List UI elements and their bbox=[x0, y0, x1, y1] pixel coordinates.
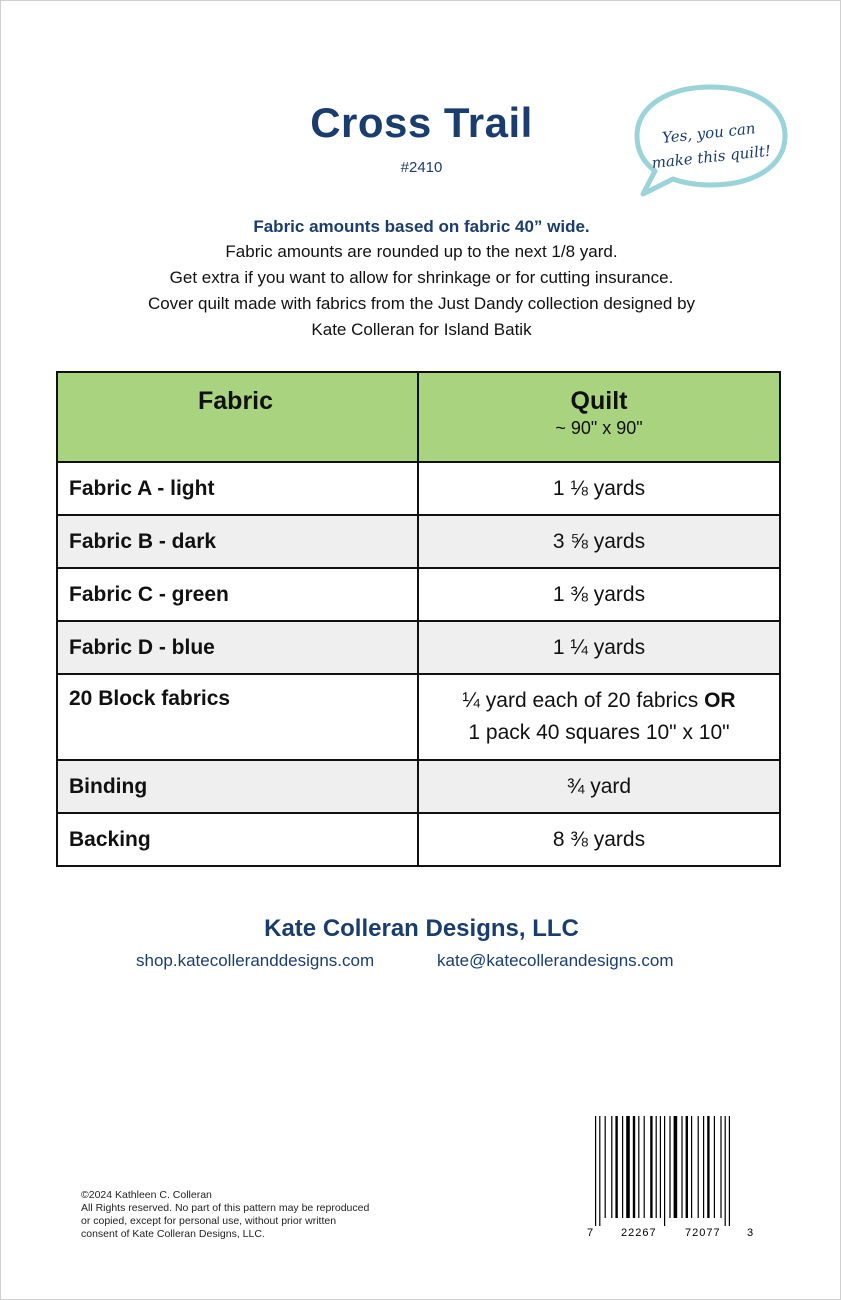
pattern-title: Cross Trail bbox=[310, 99, 533, 146]
fabric-amount: 1 ¼ yards bbox=[418, 621, 780, 674]
barcode-bar bbox=[611, 1116, 612, 1218]
info-line: Cover quilt made with fabrics from the Just Dandy collection designed by bbox=[147, 294, 696, 313]
barcode-bar bbox=[656, 1116, 657, 1218]
barcode-bar bbox=[644, 1116, 645, 1218]
barcode bbox=[581, 1114, 761, 1239]
barcode-bar bbox=[595, 1116, 596, 1226]
fabric-name: Backing bbox=[57, 813, 418, 866]
fabric-name: Fabric B - dark bbox=[57, 515, 418, 568]
barcode-digit-first: 7 bbox=[587, 1227, 594, 1239]
info-line: Get extra if you want to allow for shrinkage or for cutting insurance. bbox=[169, 268, 674, 287]
fabric-name: Binding bbox=[57, 760, 418, 813]
header-quilt bbox=[418, 372, 780, 462]
barcode-bar bbox=[660, 1116, 661, 1218]
fabric-name: Fabric A - light bbox=[57, 462, 418, 515]
fabric-name: Fabric D - blue bbox=[57, 621, 418, 674]
barcode-bar bbox=[720, 1116, 721, 1218]
table-row bbox=[57, 568, 780, 621]
fabric-requirements-table bbox=[56, 371, 781, 867]
barcode-bar bbox=[599, 1116, 600, 1226]
barcode-bar bbox=[725, 1116, 726, 1226]
barcode-digit-last: 3 bbox=[747, 1227, 754, 1239]
table-row bbox=[57, 813, 780, 866]
fabric-name: 20 Block fabrics bbox=[57, 674, 418, 760]
barcode-bar bbox=[650, 1116, 652, 1218]
fabric-amount: 1 ⅛ yards bbox=[418, 462, 780, 515]
barcode-bar bbox=[615, 1116, 617, 1218]
barcode-bar bbox=[638, 1116, 639, 1218]
table-header-row bbox=[57, 372, 780, 462]
fabric-amount: 1 ⅜ yards bbox=[418, 568, 780, 621]
table-row bbox=[57, 462, 780, 515]
copyright-notice bbox=[81, 1189, 461, 1241]
company-name: Kate Colleran Designs, LLC bbox=[264, 915, 579, 942]
barcode-group-1: 22267 bbox=[621, 1227, 657, 1239]
fabric-amount bbox=[418, 674, 780, 760]
barcode-group-2: 72077 bbox=[685, 1227, 721, 1239]
barcode-bar bbox=[633, 1116, 635, 1218]
barcode-bar bbox=[691, 1116, 692, 1218]
barcode-bar bbox=[605, 1116, 606, 1218]
barcode-bar bbox=[729, 1116, 730, 1226]
barcode-bar bbox=[622, 1116, 623, 1218]
table-row bbox=[57, 621, 780, 674]
table-row bbox=[57, 515, 780, 568]
shop-url-link[interactable]: shop.katecolleranddesigns.com bbox=[136, 951, 375, 970]
table-row bbox=[57, 760, 780, 813]
table-row bbox=[57, 674, 780, 760]
barcode-bar bbox=[674, 1116, 678, 1218]
bubble-line-1: Yes, you can bbox=[661, 119, 757, 147]
copyright-line: All Rights reserved. No part of this pattern may be reproduced bbox=[81, 1202, 370, 1214]
copyright-line: ©2024 Kathleen C. Colleran bbox=[81, 1189, 212, 1201]
barcode-bar bbox=[703, 1116, 704, 1218]
amount-line-1-text: ¼ yard each of 20 fabrics bbox=[462, 689, 705, 712]
barcode-bar bbox=[626, 1116, 630, 1218]
quilt-size: ~ 90" x 90" bbox=[555, 418, 643, 438]
info-line: Fabric amounts are rounded up to the next 1/8 yard. bbox=[225, 242, 618, 261]
fabric-amount: ¾ yard bbox=[418, 760, 780, 813]
barcode-bar bbox=[714, 1116, 715, 1218]
pattern-number: #2410 bbox=[400, 159, 443, 176]
fabric-name: Fabric C - green bbox=[57, 568, 418, 621]
fabric-amount: 3 ⅝ yards bbox=[418, 515, 780, 568]
amount-or: OR bbox=[704, 689, 736, 712]
barcode-bar bbox=[686, 1116, 688, 1218]
barcode-bar bbox=[681, 1116, 682, 1218]
fabric-amount: 8 ⅜ yards bbox=[418, 813, 780, 866]
barcode-bar bbox=[698, 1116, 699, 1218]
amount-line-2: 1 pack 40 squares 10" x 10" bbox=[468, 721, 730, 744]
header-quilt-label: Quilt bbox=[570, 387, 628, 415]
copyright-line: consent of Kate Colleran Designs, LLC. bbox=[81, 1228, 265, 1240]
header-fabric: Fabric bbox=[57, 372, 418, 462]
fabric-width-note: Fabric amounts based on fabric 40” wide. bbox=[253, 217, 590, 236]
barcode-bar bbox=[664, 1116, 665, 1226]
fabric-info bbox=[61, 215, 782, 343]
barcode-bar bbox=[707, 1116, 709, 1218]
info-line: Kate Colleran for Island Batik bbox=[311, 320, 532, 339]
amount-line-1 bbox=[419, 685, 779, 717]
barcode-bars-icon bbox=[595, 1116, 730, 1226]
email-link[interactable]: kate@katecollerandesigns.com bbox=[437, 951, 674, 970]
copyright-line: or copied, except for personal use, without prior written bbox=[81, 1215, 337, 1227]
barcode-bar bbox=[669, 1116, 670, 1218]
bubble-line-2: make this quilt! bbox=[650, 141, 772, 173]
